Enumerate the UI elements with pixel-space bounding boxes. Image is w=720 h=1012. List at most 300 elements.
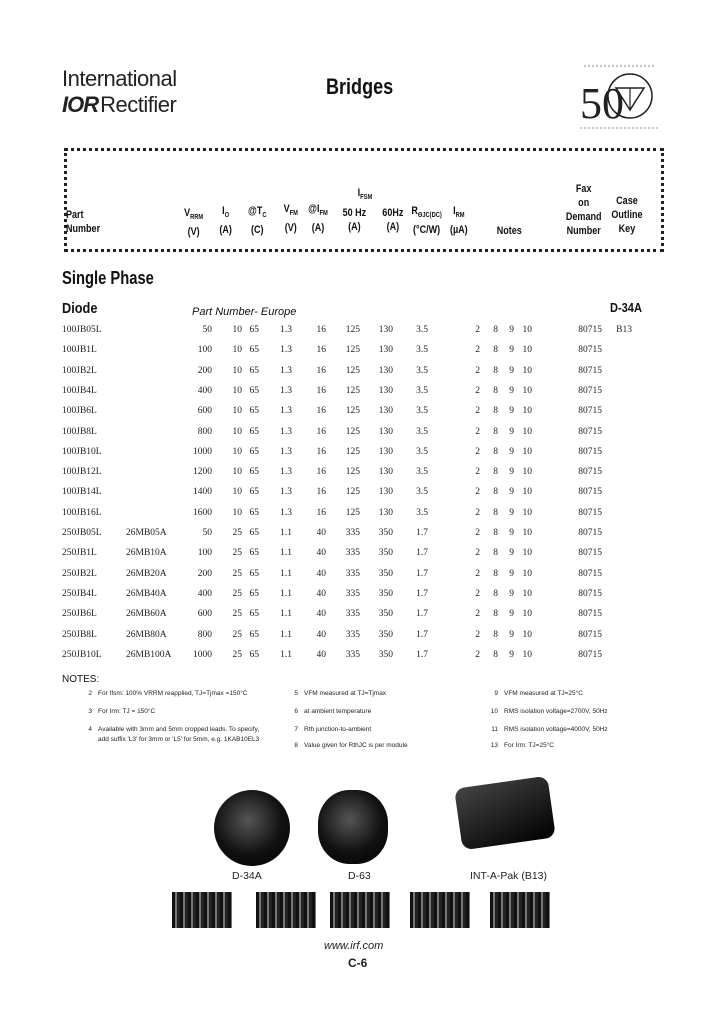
note-number: 11 xyxy=(491,726,498,733)
cell-n1: 2 xyxy=(475,365,480,376)
cell-n3: 9 xyxy=(509,568,514,579)
cell-i50: 335 xyxy=(345,649,360,660)
cell-n1: 2 xyxy=(475,629,480,640)
cell-n3: 9 xyxy=(509,325,514,335)
note-number: 2 xyxy=(88,690,92,697)
cell-i60: 130 xyxy=(378,385,393,396)
cell-vrrm: 200 xyxy=(197,568,212,579)
cell-io: 25 xyxy=(232,568,242,579)
cell-n2: 8 xyxy=(493,548,498,559)
header-vrrm: $V_{RRM}$ (V) xyxy=(184,207,204,239)
cell-eu: 26MB100A xyxy=(126,649,172,660)
cell-n3: 9 xyxy=(509,345,514,356)
cell-i60: 350 xyxy=(378,588,393,599)
package-thumbnail-2 xyxy=(256,892,316,928)
cell-tc: 65 xyxy=(249,588,259,599)
cell-vrrm: 400 xyxy=(197,588,212,599)
note-number: 8 xyxy=(294,742,298,749)
table-row xyxy=(0,386,720,406)
cell-n2: 8 xyxy=(493,487,498,498)
package-thumbnail-5 xyxy=(490,892,550,928)
note-text: Rth junction-to-ambient xyxy=(304,726,372,733)
note-item xyxy=(286,708,371,716)
cell-tc: 65 xyxy=(249,325,259,335)
cell-eu: 26MB40A xyxy=(126,588,167,599)
cell-tc: 65 xyxy=(249,345,259,356)
cell-io: 10 xyxy=(232,365,242,376)
cell-io: 10 xyxy=(232,385,242,396)
cell-i50: 125 xyxy=(345,426,360,437)
cell-i50: 335 xyxy=(345,568,360,579)
cell-vrrm: 1000 xyxy=(193,446,212,457)
cell-vfm: 1.3 xyxy=(280,426,292,437)
cell-i60: 130 xyxy=(378,426,393,437)
cell-fax: 80715 xyxy=(578,629,602,640)
table-row xyxy=(0,548,720,568)
cell-eu: 26MB05A xyxy=(126,528,167,538)
table-row xyxy=(0,447,720,467)
cell-vrrm: 1400 xyxy=(193,487,212,498)
cell-n4: 10 xyxy=(522,568,532,579)
cell-i60: 350 xyxy=(378,649,393,660)
cell-vfm: 1.3 xyxy=(280,446,292,457)
cell-n3: 9 xyxy=(509,649,514,660)
note-item xyxy=(286,742,408,750)
website-url[interactable]: www.irf.com xyxy=(324,940,384,952)
package-caption-d63: D-63 xyxy=(348,870,371,882)
table-row xyxy=(0,528,720,548)
package-caption-d34a: D-34A xyxy=(232,870,262,882)
cell-ifm: 16 xyxy=(316,385,326,396)
cell-rth: 1.7 xyxy=(416,609,428,620)
cell-n4: 10 xyxy=(522,325,532,335)
cell-rth: 1.7 xyxy=(416,528,428,538)
cell-n2: 8 xyxy=(493,649,498,660)
note-item xyxy=(80,726,259,734)
cell-rth: 1.7 xyxy=(416,568,428,579)
cell-vfm: 1.1 xyxy=(280,629,292,640)
cell-n4: 10 xyxy=(522,365,532,376)
cell-i60: 130 xyxy=(378,507,393,518)
cell-tc: 65 xyxy=(249,568,259,579)
cell-i50: 125 xyxy=(345,365,360,376)
cell-rth: 3.5 xyxy=(416,507,428,518)
cell-vrrm: 1600 xyxy=(193,507,212,518)
cell-n2: 8 xyxy=(493,426,498,437)
table-row xyxy=(0,630,720,650)
note-number: 4 xyxy=(88,726,92,733)
cell-n2: 8 xyxy=(493,446,498,457)
cell-n3: 9 xyxy=(509,548,514,559)
cell-i60: 130 xyxy=(378,345,393,356)
cell-io: 25 xyxy=(232,528,242,538)
header-ifsm: $I_{FSM}$ xyxy=(357,187,373,202)
cell-i60: 130 xyxy=(378,446,393,457)
cell-n4: 10 xyxy=(522,406,532,417)
cell-n2: 8 xyxy=(493,467,498,478)
cell-n4: 10 xyxy=(522,487,532,498)
cell-i60: 350 xyxy=(378,629,393,640)
cell-vfm: 1.1 xyxy=(280,609,292,620)
cell-fax: 80715 xyxy=(578,426,602,437)
cell-i60: 130 xyxy=(378,325,393,335)
note-text: Available with 3mm and 5mm cropped leads. To specify, xyxy=(98,726,260,733)
cell-i50: 125 xyxy=(345,325,360,335)
header-ifsm-50hz: 50 Hz (A) xyxy=(342,207,367,233)
cell-vrrm: 600 xyxy=(197,406,212,417)
cell-n4: 10 xyxy=(522,548,532,559)
cell-n2: 8 xyxy=(493,629,498,640)
cell-vfm: 1.3 xyxy=(280,467,292,478)
note-number: 3 xyxy=(88,708,92,715)
note-number: 9 xyxy=(494,690,498,697)
cell-n2: 8 xyxy=(493,365,498,376)
cell-i50: 335 xyxy=(345,609,360,620)
note-item xyxy=(80,736,259,744)
cell-ifm: 16 xyxy=(316,467,326,478)
cell-io: 10 xyxy=(232,345,242,356)
note-number: 5 xyxy=(294,690,298,697)
cell-io: 10 xyxy=(232,507,242,518)
note-item xyxy=(80,708,155,716)
cell-ifm: 40 xyxy=(316,528,326,538)
cell-vfm: 1.3 xyxy=(280,385,292,396)
cell-ifm: 16 xyxy=(316,325,326,335)
cell-ifm: 40 xyxy=(316,629,326,640)
cell-n3: 9 xyxy=(509,365,514,376)
cell-n3: 9 xyxy=(509,609,514,620)
note-text: add suffix 'L3' for 3mm or 'L5' for 5mm, e.g. 1KAB10EL3 xyxy=(98,736,260,743)
cell-tc: 65 xyxy=(249,446,259,457)
cell-part: 250JB6L xyxy=(62,609,97,620)
cell-rth: 3.5 xyxy=(416,487,428,498)
cell-n1: 2 xyxy=(475,406,480,417)
cell-ifm: 40 xyxy=(316,609,326,620)
cell-vfm: 1.3 xyxy=(280,365,292,376)
cell-eu: 26MB10A xyxy=(126,548,167,559)
cell-n2: 8 xyxy=(493,588,498,599)
cell-ifm: 16 xyxy=(316,446,326,457)
cell-part: 100JB16L xyxy=(62,507,102,518)
cell-part: 250JB4L xyxy=(62,588,97,599)
cell-fax: 80715 xyxy=(578,548,602,559)
cell-i50: 125 xyxy=(345,487,360,498)
note-number: 13 xyxy=(490,742,498,749)
company-logo xyxy=(62,92,176,118)
header-ifsm-60hz: 60Hz (A) xyxy=(382,207,404,233)
cell-ifm: 16 xyxy=(316,507,326,518)
cell-n3: 9 xyxy=(509,507,514,518)
cell-vfm: 1.1 xyxy=(280,528,292,538)
company-name-rectifier: Rectifier xyxy=(100,92,177,117)
cell-rth: 3.5 xyxy=(416,345,428,356)
table-row xyxy=(0,508,720,528)
note-text: VFM measured at TJ=25°C xyxy=(504,690,583,697)
cell-i50: 125 xyxy=(345,467,360,478)
cell-part: 100JB2L xyxy=(62,365,97,376)
cell-i50: 335 xyxy=(345,548,360,559)
cell-ifm: 40 xyxy=(316,588,326,599)
cell-n1: 2 xyxy=(475,609,480,620)
cell-ifm: 40 xyxy=(316,568,326,579)
cell-io: 10 xyxy=(232,325,242,335)
cell-vrrm: 1000 xyxy=(193,649,212,660)
cell-n1: 2 xyxy=(475,446,480,457)
cell-io: 25 xyxy=(232,609,242,620)
cell-n3: 9 xyxy=(509,406,514,417)
table-row xyxy=(0,487,720,507)
header-vfm: $V_{FM}$ (V) xyxy=(283,203,298,235)
cell-n1: 2 xyxy=(475,487,480,498)
table-row xyxy=(0,345,720,365)
note-item xyxy=(486,690,583,698)
cell-rth: 1.7 xyxy=(416,588,428,599)
package-thumbnail-1 xyxy=(172,892,232,928)
cell-i50: 335 xyxy=(345,528,360,538)
cell-part: 100JB1L xyxy=(62,345,97,356)
page-title: Bridges xyxy=(326,74,394,99)
cell-vrrm: 400 xyxy=(197,385,212,396)
header-case-outline-key: Case Outline Key xyxy=(611,195,643,235)
cell-i60: 350 xyxy=(378,528,393,538)
cell-n4: 10 xyxy=(522,426,532,437)
package-thumbnail-4 xyxy=(410,892,470,928)
cell-part: 250JB1L xyxy=(62,548,97,559)
cell-vfm: 1.1 xyxy=(280,649,292,660)
cell-vfm: 1.3 xyxy=(280,406,292,417)
cell-n3: 9 xyxy=(509,385,514,396)
cell-fax: 80715 xyxy=(578,588,602,599)
cell-part: 100JB05L xyxy=(62,325,102,335)
cell-rth: 1.7 xyxy=(416,649,428,660)
cell-ifm: 16 xyxy=(316,426,326,437)
d34a-package-image xyxy=(214,790,290,866)
cell-fax: 80715 xyxy=(578,487,602,498)
cell-fax: 80715 xyxy=(578,345,602,356)
cell-fax: 80715 xyxy=(578,325,602,335)
note-number: 7 xyxy=(294,726,298,733)
cell-part: 100JB4L xyxy=(62,385,97,396)
cell-rth: 3.5 xyxy=(416,446,428,457)
cell-fax: 80715 xyxy=(578,446,602,457)
cell-ifm: 16 xyxy=(316,365,326,376)
note-item xyxy=(486,742,554,750)
cell-i50: 125 xyxy=(345,446,360,457)
package-thumbnail-3 xyxy=(330,892,390,928)
cell-vrrm: 1200 xyxy=(193,467,212,478)
cell-n1: 2 xyxy=(475,345,480,356)
cell-vrrm: 50 xyxy=(202,325,212,335)
notes-title: NOTES: xyxy=(62,674,100,685)
note-text: Value given for RthJC is per module xyxy=(304,742,408,749)
cell-tc: 65 xyxy=(249,365,259,376)
note-item xyxy=(286,726,371,734)
cell-tc: 65 xyxy=(249,467,259,478)
cell-n4: 10 xyxy=(522,467,532,478)
cell-n1: 2 xyxy=(475,426,480,437)
cell-vrrm: 800 xyxy=(197,629,212,640)
cell-n1: 2 xyxy=(475,467,480,478)
cell-n2: 8 xyxy=(493,568,498,579)
cell-io: 25 xyxy=(232,629,242,640)
table-row xyxy=(0,650,720,670)
cell-n2: 8 xyxy=(493,406,498,417)
cell-tc: 65 xyxy=(249,548,259,559)
cell-fax: 80715 xyxy=(578,467,602,478)
cell-vrrm: 50 xyxy=(202,528,212,538)
cell-part: 100JB12L xyxy=(62,467,102,478)
cell-io: 25 xyxy=(232,588,242,599)
section-title: Single Phase xyxy=(62,268,154,288)
cell-rth: 1.7 xyxy=(416,629,428,640)
note-text: RMS isolation voltage=2700V, 50Hz xyxy=(504,708,608,715)
note-text: For Ifsm: 100% VRRM reapplied, TJ=Tjmax =150°C xyxy=(98,690,248,697)
cell-i60: 350 xyxy=(378,548,393,559)
cell-n1: 2 xyxy=(475,528,480,538)
cell-n2: 8 xyxy=(493,385,498,396)
cell-n4: 10 xyxy=(522,385,532,396)
cell-io: 25 xyxy=(232,548,242,559)
cell-n4: 10 xyxy=(522,507,532,518)
header-part-number: Part Number xyxy=(66,209,101,235)
cell-i50: 125 xyxy=(345,507,360,518)
part-number-europe-label: Part Number- Europe xyxy=(192,306,297,318)
cell-i60: 350 xyxy=(378,568,393,579)
cell-tc: 65 xyxy=(249,528,259,538)
cell-rth: 3.5 xyxy=(416,385,428,396)
cell-part: 250JB2L xyxy=(62,568,97,579)
cell-vfm: 1.1 xyxy=(280,548,292,559)
cell-i60: 130 xyxy=(378,487,393,498)
cell-n3: 9 xyxy=(509,487,514,498)
cell-tc: 65 xyxy=(249,609,259,620)
cell-tc: 65 xyxy=(249,629,259,640)
note-text: VFM measured at TJ=Tjmax xyxy=(304,690,387,697)
cell-io: 10 xyxy=(232,446,242,457)
cell-io: 10 xyxy=(232,426,242,437)
cell-n4: 10 xyxy=(522,528,532,538)
cell-n1: 2 xyxy=(475,649,480,660)
cell-n2: 8 xyxy=(493,325,498,335)
cell-i60: 130 xyxy=(378,365,393,376)
cell-n1: 2 xyxy=(475,507,480,518)
table-row xyxy=(0,569,720,589)
cell-n1: 2 xyxy=(475,548,480,559)
cell-part: 100JB10L xyxy=(62,446,102,457)
header-io: $I_O$ (A) xyxy=(219,205,232,237)
cell-part: 250JB10L xyxy=(62,649,102,660)
cell-n3: 9 xyxy=(509,426,514,437)
cell-i60: 130 xyxy=(378,467,393,478)
cell-ifm: 16 xyxy=(316,406,326,417)
cell-i50: 125 xyxy=(345,385,360,396)
cell-io: 10 xyxy=(232,406,242,417)
cell-fax: 80715 xyxy=(578,365,602,376)
cell-tc: 65 xyxy=(249,649,259,660)
note-number: 10 xyxy=(490,708,498,715)
cell-part: 100JB8L xyxy=(62,426,97,437)
cell-part: 250JB8L xyxy=(62,629,97,640)
cell-n1: 2 xyxy=(475,385,480,396)
cell-i50: 125 xyxy=(345,406,360,417)
cell-n3: 9 xyxy=(509,446,514,457)
cell-eu: 26MB20A xyxy=(126,568,167,579)
note-item xyxy=(486,726,608,734)
cell-i50: 125 xyxy=(345,345,360,356)
cell-fax: 80715 xyxy=(578,649,602,660)
table-row xyxy=(0,589,720,609)
cell-eu: 26MB60A xyxy=(126,609,167,620)
cell-key: B13 xyxy=(616,325,632,335)
anniversary-50-badge-icon xyxy=(578,62,662,134)
cell-n3: 9 xyxy=(509,528,514,538)
cell-i60: 350 xyxy=(378,609,393,620)
cell-io: 10 xyxy=(232,467,242,478)
cell-n2: 8 xyxy=(493,528,498,538)
cell-fax: 80715 xyxy=(578,568,602,579)
cell-rth: 3.5 xyxy=(416,406,428,417)
package-caption-int-a-pak: INT-A-Pak (B13) xyxy=(470,870,548,882)
cell-vrrm: 100 xyxy=(197,548,212,559)
cell-n1: 2 xyxy=(475,325,480,335)
cell-n3: 9 xyxy=(509,467,514,478)
cell-rth: 3.5 xyxy=(416,426,428,437)
cell-io: 10 xyxy=(232,487,242,498)
cell-fax: 80715 xyxy=(578,385,602,396)
cell-ifm: 16 xyxy=(316,487,326,498)
cell-rth: 1.7 xyxy=(416,548,428,559)
header-fax-on-demand: Fax on Demand Number xyxy=(565,183,602,237)
cell-eu: 26MB80A xyxy=(126,629,167,640)
cell-tc: 65 xyxy=(249,487,259,498)
cell-ifm: 40 xyxy=(316,649,326,660)
anniversary-number: 50 xyxy=(580,79,624,128)
cell-vrrm: 600 xyxy=(197,609,212,620)
cell-vfm: 1.1 xyxy=(280,568,292,579)
cell-n4: 10 xyxy=(522,446,532,457)
cell-n3: 9 xyxy=(509,629,514,640)
cell-vfm: 1.3 xyxy=(280,325,292,335)
cell-part: 100JB6L xyxy=(62,406,97,417)
cell-i60: 130 xyxy=(378,406,393,417)
cell-ifm: 16 xyxy=(316,345,326,356)
header-notes: Notes xyxy=(496,225,522,237)
cell-i50: 335 xyxy=(345,629,360,640)
table-row xyxy=(0,406,720,426)
package-label: D-34A xyxy=(610,300,642,315)
cell-rth: 3.5 xyxy=(416,365,428,376)
cell-part: 100JB14L xyxy=(62,487,102,498)
cell-n4: 10 xyxy=(522,588,532,599)
cell-vfm: 1.3 xyxy=(280,487,292,498)
cell-rth: 3.5 xyxy=(416,467,428,478)
note-item xyxy=(486,708,608,716)
cell-fax: 80715 xyxy=(578,528,602,538)
cell-n4: 10 xyxy=(522,629,532,640)
cell-fax: 80715 xyxy=(578,609,602,620)
cell-fax: 80715 xyxy=(578,507,602,518)
note-item xyxy=(286,690,386,698)
cell-n3: 9 xyxy=(509,588,514,599)
header-rth-jc: $R_{\Theta JC(DC)}$ (°C/W) xyxy=(411,205,442,237)
company-name-international: International xyxy=(62,66,177,91)
note-item xyxy=(80,690,248,698)
table-row xyxy=(0,427,720,447)
cell-n4: 10 xyxy=(522,649,532,660)
cell-vrrm: 100 xyxy=(197,345,212,356)
header-tc: $@T_C$ (C) xyxy=(248,205,267,237)
table-row xyxy=(0,609,720,629)
